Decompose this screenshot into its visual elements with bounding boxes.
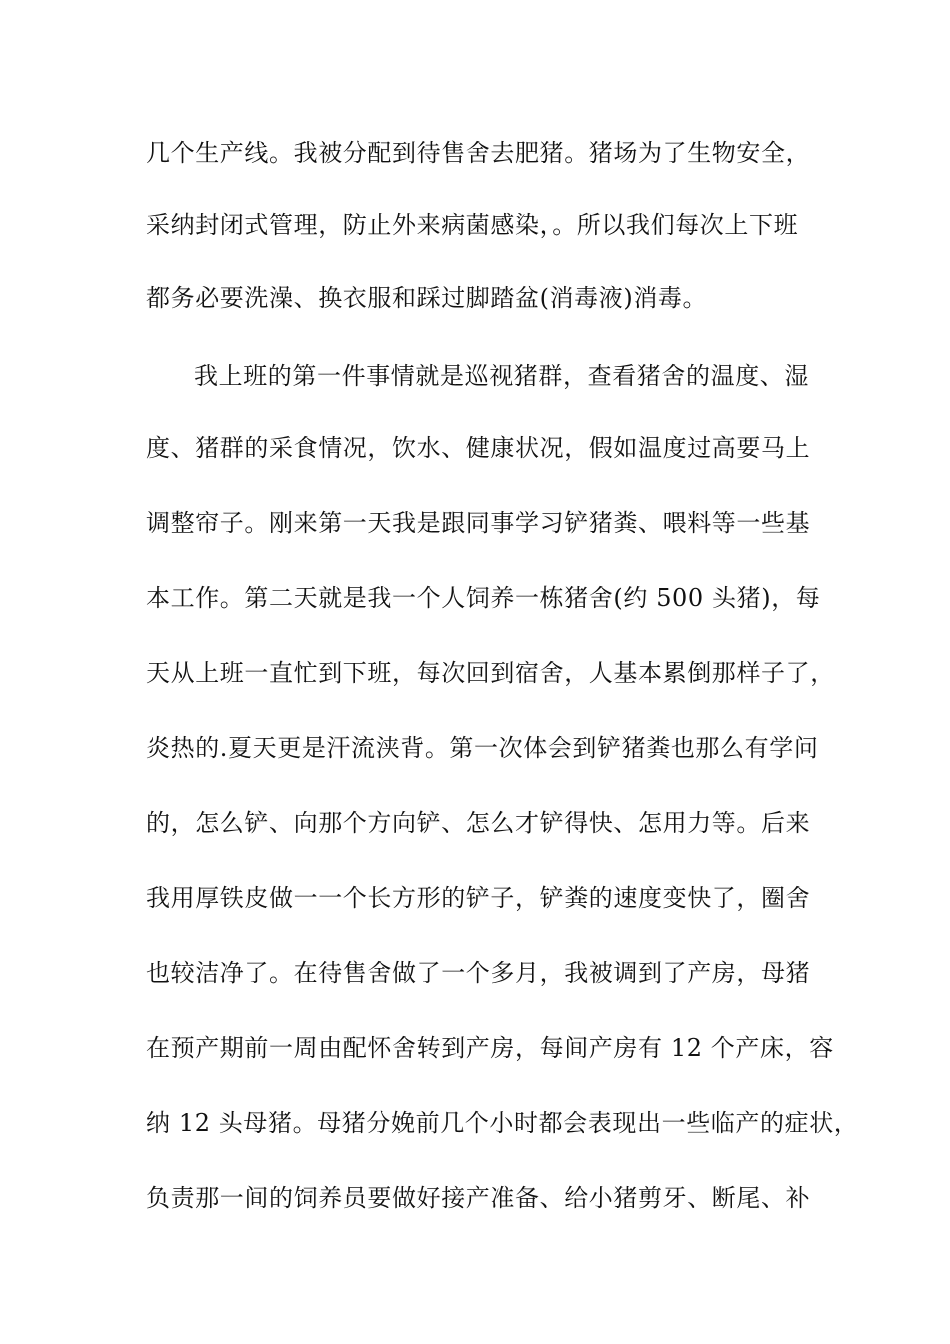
text-line: 在预产期前一周由配怀舍转到产房，每间产房有 12 个产床，容 xyxy=(146,1034,834,1062)
text-line: 都务必要洗澡、换衣服和踩过脚踏盆(消毒液)消毒。 xyxy=(146,284,708,312)
text-line: 采纳封闭式管理，防止外来病菌感染，。所以我们每次上下班 xyxy=(146,211,799,239)
text-line: 我用厚铁皮做一一个长方形的铲子，铲粪的速度变快了，圈舍 xyxy=(146,884,811,912)
text-line: 度、猪群的采食情况，饮水、健康状况，假如温度过高要马上 xyxy=(146,434,811,462)
text-line: 炎热的.夏天更是汗流浃背。第一次体会到铲猪粪也那么有学问 xyxy=(146,734,819,762)
text-line: 天从上班一直忙到下班，每次回到宿舍，人基本累倒那样子了， xyxy=(146,659,835,687)
text-line: 纳 12 头母猪。母猪分娩前几个小时都会表现出一些临产的症状， xyxy=(146,1109,859,1137)
text-line: 调整帘子。刚来第一天我是跟同事学习铲猪粪、喂料等一些基 xyxy=(146,509,811,537)
text-line: 的，怎么铲、向那个方向铲、怎么才铲得快、怎用力等。后来 xyxy=(146,809,811,837)
paragraph-first-line: 我上班的第一件事情就是巡视猪群，查看猪舍的温度、湿 xyxy=(194,362,809,390)
text-line: 负责那一间的饲养员要做好接产准备、给小猪剪牙、断尾、补 xyxy=(146,1184,811,1212)
text-line: 也较洁净了。在待售舍做了一个多月，我被调到了产房，母猪 xyxy=(146,959,811,987)
text-line: 本工作。第二天就是我一个人饲养一栋猪舍(约 500 头猪)，每 xyxy=(146,584,821,612)
text-line: 几个生产线。我被分配到待售舍去肥猪。猪场为了生物安全， xyxy=(146,139,811,167)
